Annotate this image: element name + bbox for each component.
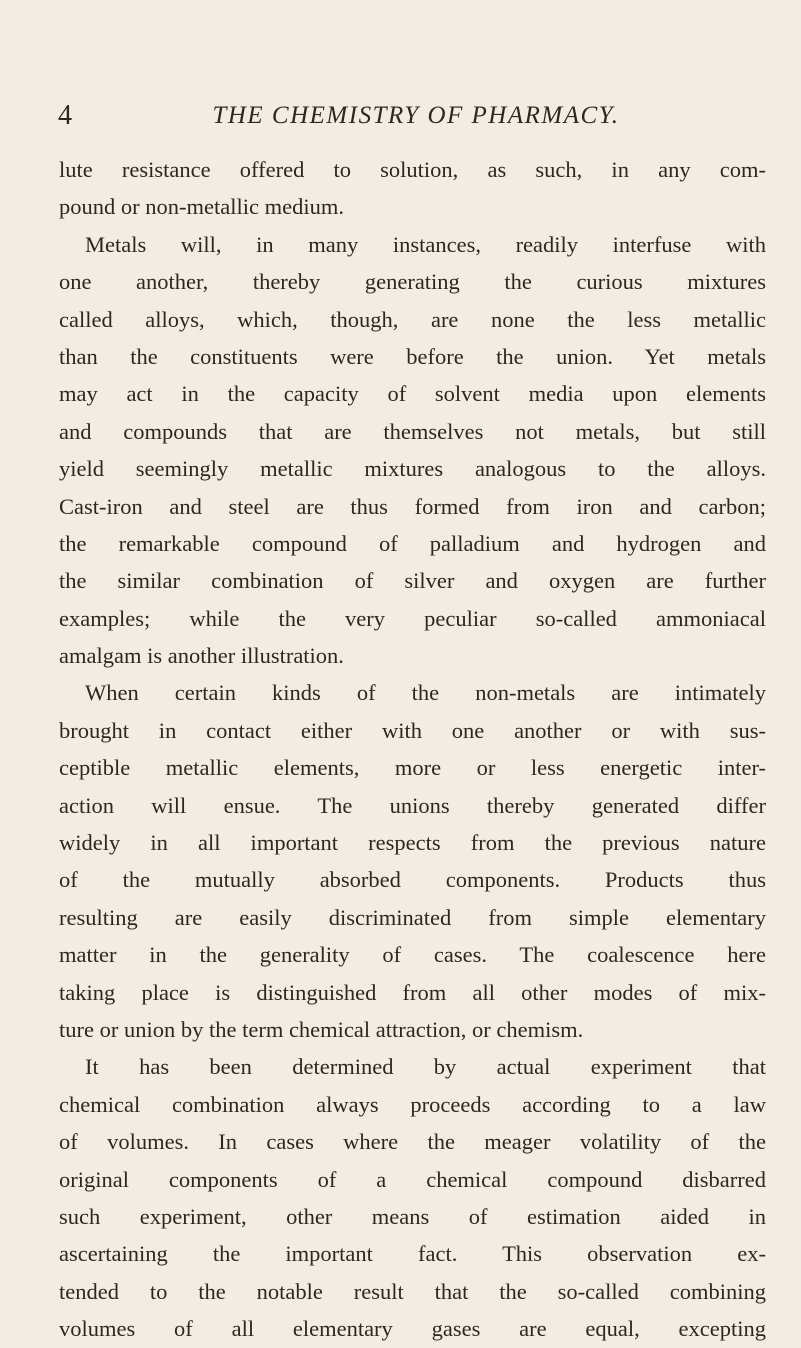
text-line: volumes of all elementary gases are equal, excepting xyxy=(59,1316,766,1342)
text-line: pound or non-metallic medium. xyxy=(59,194,344,220)
text-line: tended to the notable result that the so-called combining xyxy=(59,1278,766,1304)
text-line: brought in contact either with one another or with sus- xyxy=(59,717,766,743)
body-text xyxy=(59,151,766,1348)
running-title: THE CHEMISTRY OF PHARMACY. xyxy=(212,102,620,129)
text-line: Cast-iron and steel are thus formed from iron and carbon; xyxy=(59,493,766,519)
text-line: ascertaining the important fact. This observation ex- xyxy=(59,1241,766,1267)
text-line: than the constituents were before the union. Yet metals xyxy=(59,343,766,369)
text-line: yield seemingly metallic mixtures analogous to the alloys. xyxy=(59,456,766,482)
running-head xyxy=(52,96,762,136)
text-line: lute resistance offered to solution, as such, in any com- xyxy=(59,157,766,182)
text-line: of the mutually absorbed components. Products thus xyxy=(59,867,766,893)
paragraph-first-line: It has been determined by actual experiment that xyxy=(85,1054,766,1080)
text-line: amalgam is another illustration. xyxy=(59,643,344,669)
text-line: ceptible metallic elements, more or less energetic inter- xyxy=(59,755,766,781)
text-line: the remarkable compound of palladium and hydrogen and xyxy=(59,530,766,556)
text-line: one another, thereby generating the curious mixtures xyxy=(59,269,766,295)
text-line: and compounds that are themselves not metals, but still xyxy=(59,418,766,444)
text-line: the similar combination of silver and oxygen are further xyxy=(59,568,766,594)
text-line: called alloys, which, though, are none the less metallic xyxy=(59,306,766,332)
text-line: action will ensue. The unions thereby generated differ xyxy=(59,792,766,818)
paragraph-first-line: When certain kinds of the non-metals are intimately xyxy=(85,680,766,706)
text-line: matter in the generality of cases. The coalescence here xyxy=(59,942,766,968)
text-line: examples; while the very peculiar so-called ammoniacal xyxy=(59,605,766,631)
text-line: may act in the capacity of solvent media upon elements xyxy=(59,381,766,407)
text-line: resulting are easily discriminated from simple elementary xyxy=(59,904,766,930)
text-line: widely in all important respects from the previous nature xyxy=(59,830,766,856)
text-line: such experiment, other means of estimation aided in xyxy=(59,1203,766,1229)
text-line: original components of a chemical compound disbarred xyxy=(59,1166,766,1192)
page-number: 4 xyxy=(58,100,72,131)
text-line: of volumes. In cases where the meager volatility of the xyxy=(59,1129,766,1155)
paragraph-first-line: Metals will, in many instances, readily interfuse with xyxy=(85,231,766,257)
text-line: taking place is distinguished from all other modes of mix- xyxy=(59,979,766,1005)
text-line: ture or union by the term chemical attraction, or chemism. xyxy=(59,1016,584,1042)
text-line: chemical combination always proceeds according to a law xyxy=(59,1091,766,1117)
